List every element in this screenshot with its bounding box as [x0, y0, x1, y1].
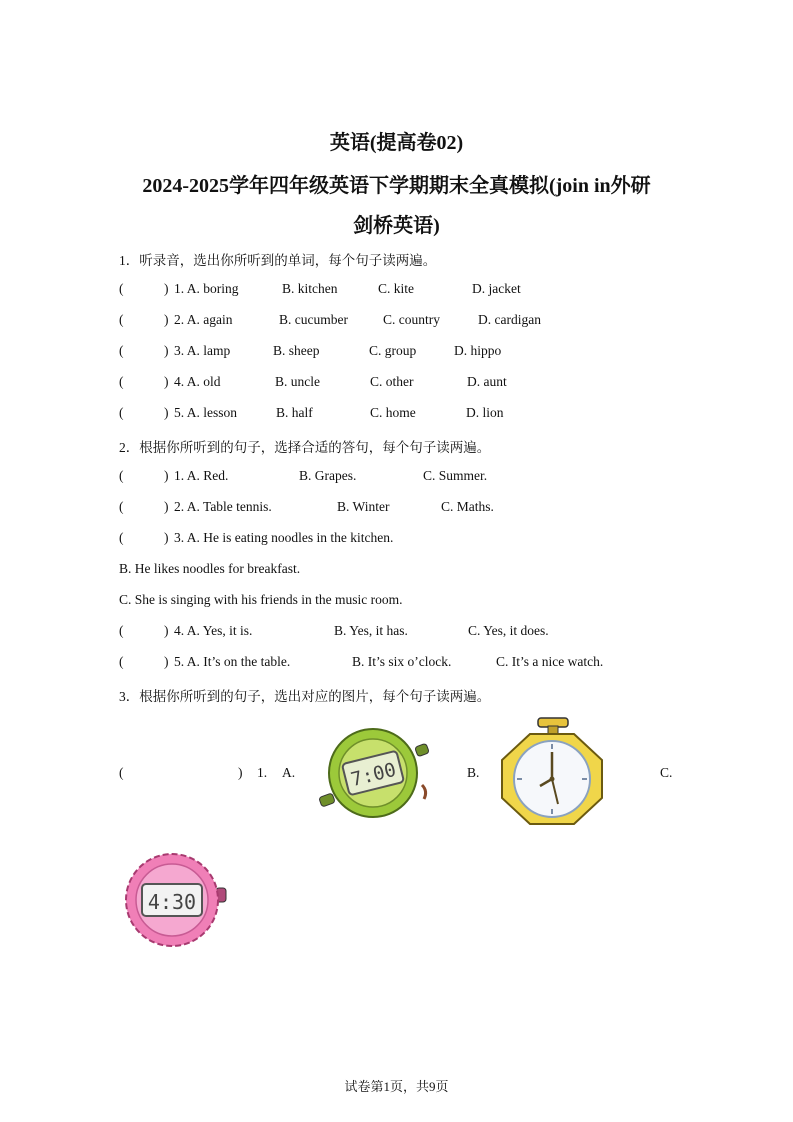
open-paren: (: [119, 468, 124, 483]
option-c: C. kite: [378, 281, 414, 296]
option-c: C. home: [370, 405, 416, 420]
open-paren: (: [119, 654, 124, 669]
page-footer: 试卷第1页，共9页: [344, 1079, 449, 1094]
option-a: 2. A. again: [174, 312, 233, 327]
option-b: B. Grapes.: [299, 468, 357, 483]
close-paren: ): [164, 312, 169, 327]
section-2-heading: 2．根据你所听到的句子，选择合适的答句，每个句子读两遍。: [119, 440, 491, 455]
open-paren: (: [119, 499, 124, 514]
option-d: D. aunt: [467, 374, 507, 389]
option-a: 1. A. boring: [174, 281, 239, 296]
title-line-3: 剑桥英语): [353, 215, 440, 237]
close-paren: ): [164, 654, 169, 669]
open-paren: (: [119, 281, 124, 296]
watch-a-time: 7:00: [348, 758, 399, 792]
open-paren: (: [119, 623, 124, 638]
option-a: 1. A. Red.: [174, 468, 229, 483]
option-d: D. hippo: [454, 343, 502, 358]
open-paren: (: [119, 765, 124, 780]
question-number: 1.: [257, 765, 268, 780]
option-a: 2. A. Table tennis.: [174, 499, 272, 514]
open-paren: (: [119, 312, 124, 327]
close-paren: ): [164, 405, 169, 420]
open-paren: (: [119, 405, 124, 420]
yellow-analog-watch-image: [498, 716, 606, 828]
close-paren: ): [164, 374, 169, 389]
section-2-item-3-option-c: C. She is singing with his friends in the music room.: [119, 592, 403, 607]
green-digital-watch-image: [318, 727, 430, 819]
option-a: 5. A. It’s on the table.: [174, 654, 291, 669]
option-b: B. kitchen: [282, 281, 338, 296]
option-b: B. It’s six o’clock.: [352, 654, 452, 669]
close-paren: ): [164, 530, 169, 545]
section-3-heading: 3．根据你所听到的句子，选出对应的图片，每个句子读两遍。: [119, 689, 491, 704]
option-d: D. lion: [466, 405, 504, 420]
option-d: D. cardigan: [478, 312, 541, 327]
option-c: C. It’s a nice watch.: [496, 654, 604, 669]
section-2-item-3-option-b: B. He likes noodles for breakfast.: [119, 561, 301, 576]
pink-digital-watch-image: [120, 850, 228, 950]
option-c: C. Yes, it does.: [468, 623, 549, 638]
close-paren: ): [164, 623, 169, 638]
option-b: B. uncle: [275, 374, 320, 389]
option-a: 4. A. Yes, it is.: [174, 623, 253, 638]
close-paren: ): [164, 281, 169, 296]
option-a: 5. A. lesson: [174, 405, 238, 420]
option-b-label: B.: [467, 765, 480, 780]
close-paren: ): [164, 343, 169, 358]
section-1-heading: 1．听录音，选出你所听到的单词，每个句子读两遍。: [119, 253, 437, 268]
option-a: 4. A. old: [174, 374, 221, 389]
open-paren: (: [119, 374, 124, 389]
close-paren: ): [164, 468, 169, 483]
option-b: B. Winter: [337, 499, 390, 514]
option-c: C. country: [383, 312, 440, 327]
option-b: B. half: [276, 405, 313, 420]
open-paren: (: [119, 530, 124, 545]
option-c-label: C.: [660, 765, 673, 780]
option-b: B. Yes, it has.: [334, 623, 408, 638]
option-a-label: A.: [282, 765, 296, 780]
watch-c-time: 4:30: [147, 890, 197, 914]
title-line-2: 2024-2025学年四年级英语下学期期末全真模拟(join in外研: [142, 175, 651, 197]
option-d: D. jacket: [472, 281, 521, 296]
open-paren: (: [119, 343, 124, 358]
option-a: 3. A. lamp: [174, 343, 231, 358]
title-line-1: 英语(提高卷02): [329, 132, 464, 154]
close-paren: ): [164, 499, 169, 514]
option-a: 3. A. He is eating noodles in the kitchen.: [174, 530, 394, 545]
option-c: C. other: [370, 374, 414, 389]
option-b: B. cucumber: [279, 312, 348, 327]
option-b: B. sheep: [273, 343, 320, 358]
option-c: C. Summer.: [423, 468, 488, 483]
close-paren: ): [238, 765, 243, 780]
option-c: C. group: [369, 343, 417, 358]
option-c: C. Maths.: [441, 499, 494, 514]
